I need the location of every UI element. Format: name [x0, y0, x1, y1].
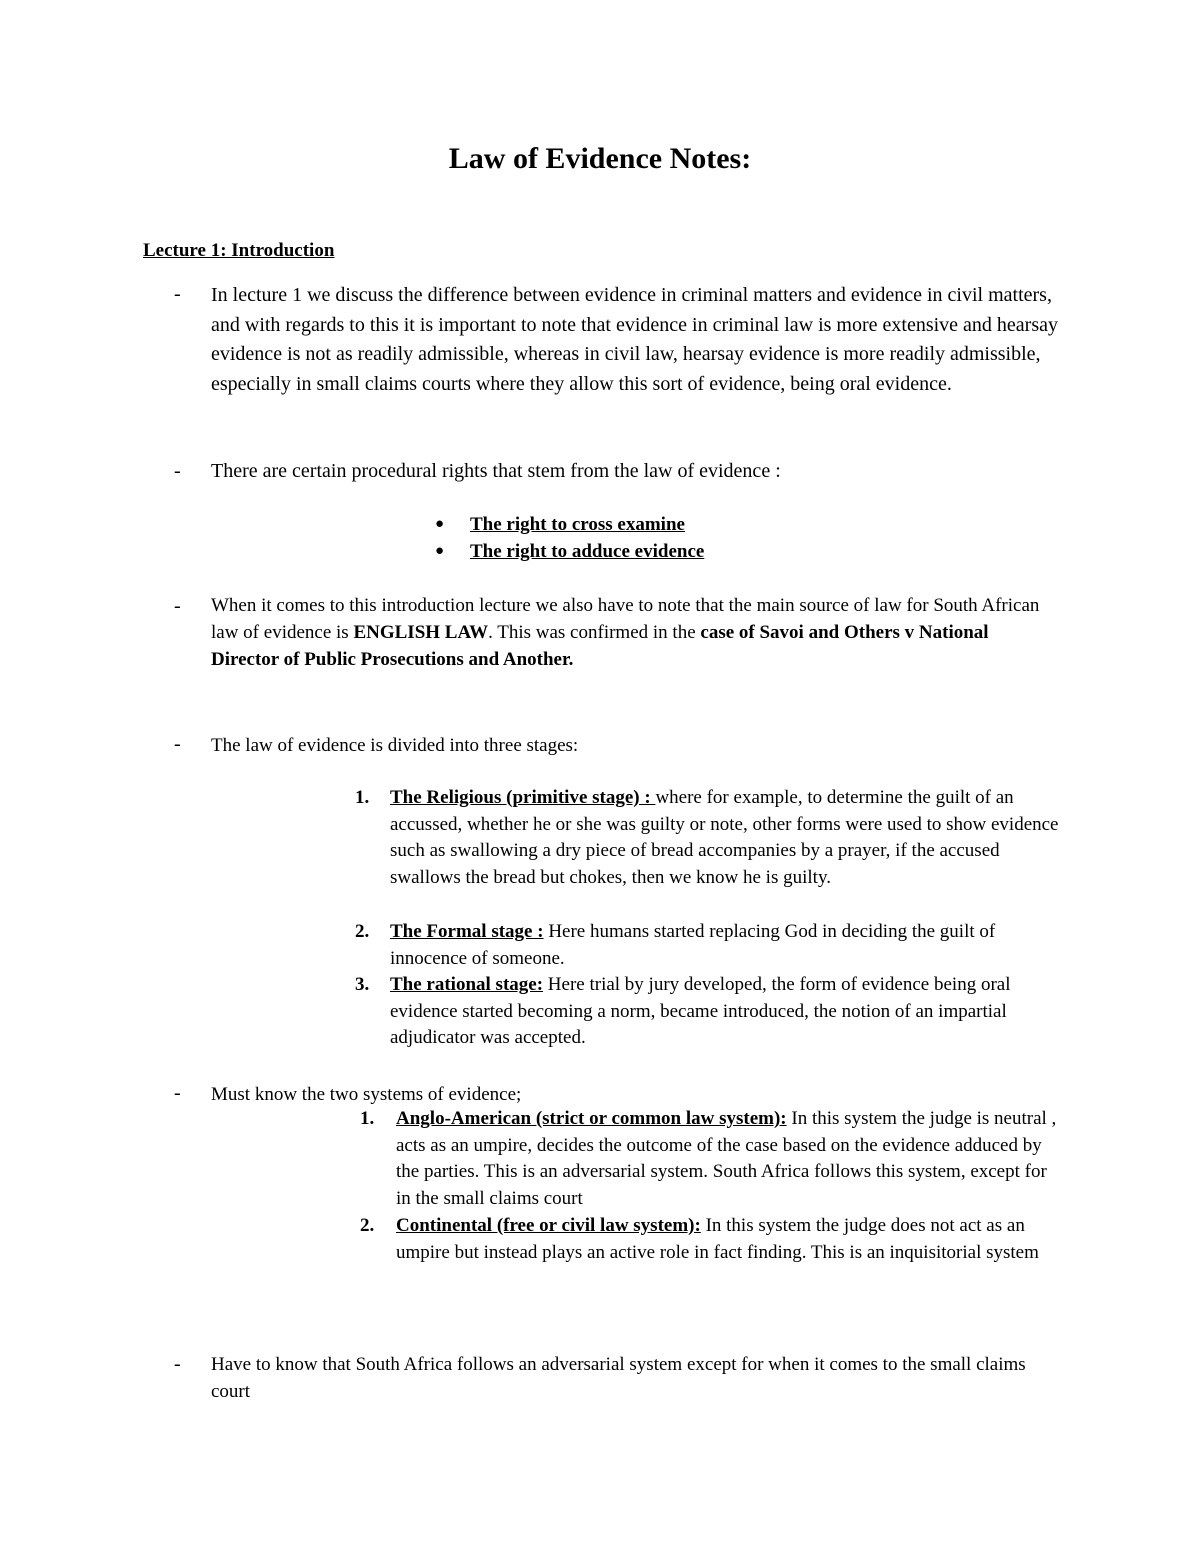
dash-marker: - [174, 733, 181, 755]
dash-marker: - [174, 595, 181, 617]
paragraph-two-systems: Must know the two systems of evidence; [211, 1084, 522, 1105]
system-heading: Continental (free or civil law system): [396, 1215, 701, 1236]
system-item: Continental (free or civil law system): In this system the judge does not act as an umpire but instead plays an active role in fact finding. This is an inquisitorial system [396, 1215, 1039, 1263]
stage-item: The rational stage: Here trial by jury developed, the form of evidence being oral evidence started becoming a norm, became introduced, the notion of an impartial adjudicator was accepted. [390, 974, 1011, 1049]
case-citation: case of Savoi and Others v National Director of Public Prosecutions and Another. [211, 622, 989, 670]
dash-marker: - [174, 1082, 181, 1104]
stage-item: The Religious (primitive stage) : where for example, to determine the guilt of an accussed, whether he or she was guilty or note, other forms were used to show evidence such as swallowing a dry piece of bread accompanies by a prayer, if the accused swallows the bread but chokes, then we know he is guilty. [390, 787, 1059, 888]
dash-marker: - [174, 1353, 181, 1375]
stage-heading: The Formal stage : [390, 921, 544, 942]
paragraph-adversarial-system: Have to know that South Africa follows an adversarial system except for when it comes to the small claims court [211, 1354, 1026, 1402]
stage-heading: The Religious (primitive stage) : [390, 787, 656, 808]
list-number: 1. [360, 1108, 375, 1129]
paragraph-intro: In lecture 1 we discuss the difference between evidence in criminal matters and evidence in civil matters, and with regards to this it is important to note that evidence in criminal law is more extensive and hearsay evidence is not as readily admissible, whereas in civil law, hearsay evidence is more readily admissible, especially in small claims courts where they allow this sort of evidence, being oral evidence. [211, 284, 1058, 395]
lecture-heading: Lecture 1: Introduction [143, 240, 335, 261]
paragraph-procedural-rights: There are certain procedural rights that stem from the law of evidence : [211, 460, 781, 482]
dash-marker: - [174, 283, 181, 305]
right-item: The right to cross examine [470, 514, 685, 535]
document-title: Law of Evidence Notes: [448, 142, 752, 175]
dash-marker: - [174, 460, 181, 482]
stage-item: The Formal stage : Here humans started replacing God in deciding the guilt of innocence of someone. [390, 921, 996, 969]
list-number: 2. [360, 1215, 375, 1236]
right-item: The right to adduce evidence [470, 541, 705, 562]
list-number: 2. [355, 921, 370, 942]
english-law-emphasis: ENGLISH LAW [353, 622, 489, 643]
stage-heading: The rational stage: [390, 974, 544, 995]
bullet-icon: ● [435, 543, 445, 559]
list-number: 3. [355, 974, 370, 995]
paragraph-source-of-law: When it comes to this introduction lecture we also have to note that the main source of law for South African law of evidence is ENGLISH LAW. This was confirmed in the case of Savoi and Others v National Director of Public Prosecutions and Another. [211, 595, 1040, 670]
paragraph-three-stages: The law of evidence is divided into three stages: [211, 735, 579, 756]
bullet-icon: ● [435, 516, 445, 532]
list-number: 1. [355, 787, 370, 808]
system-item: Anglo-American (strict or common law system): In this system the judge is neutral , acts as an umpire, decides the outcome of the case based on the evidence adduced by the parties. This is an adversarial system. South Africa follows this system, except for in the small claims court [396, 1108, 1057, 1209]
system-heading: Anglo-American (strict or common law system): [396, 1108, 787, 1129]
